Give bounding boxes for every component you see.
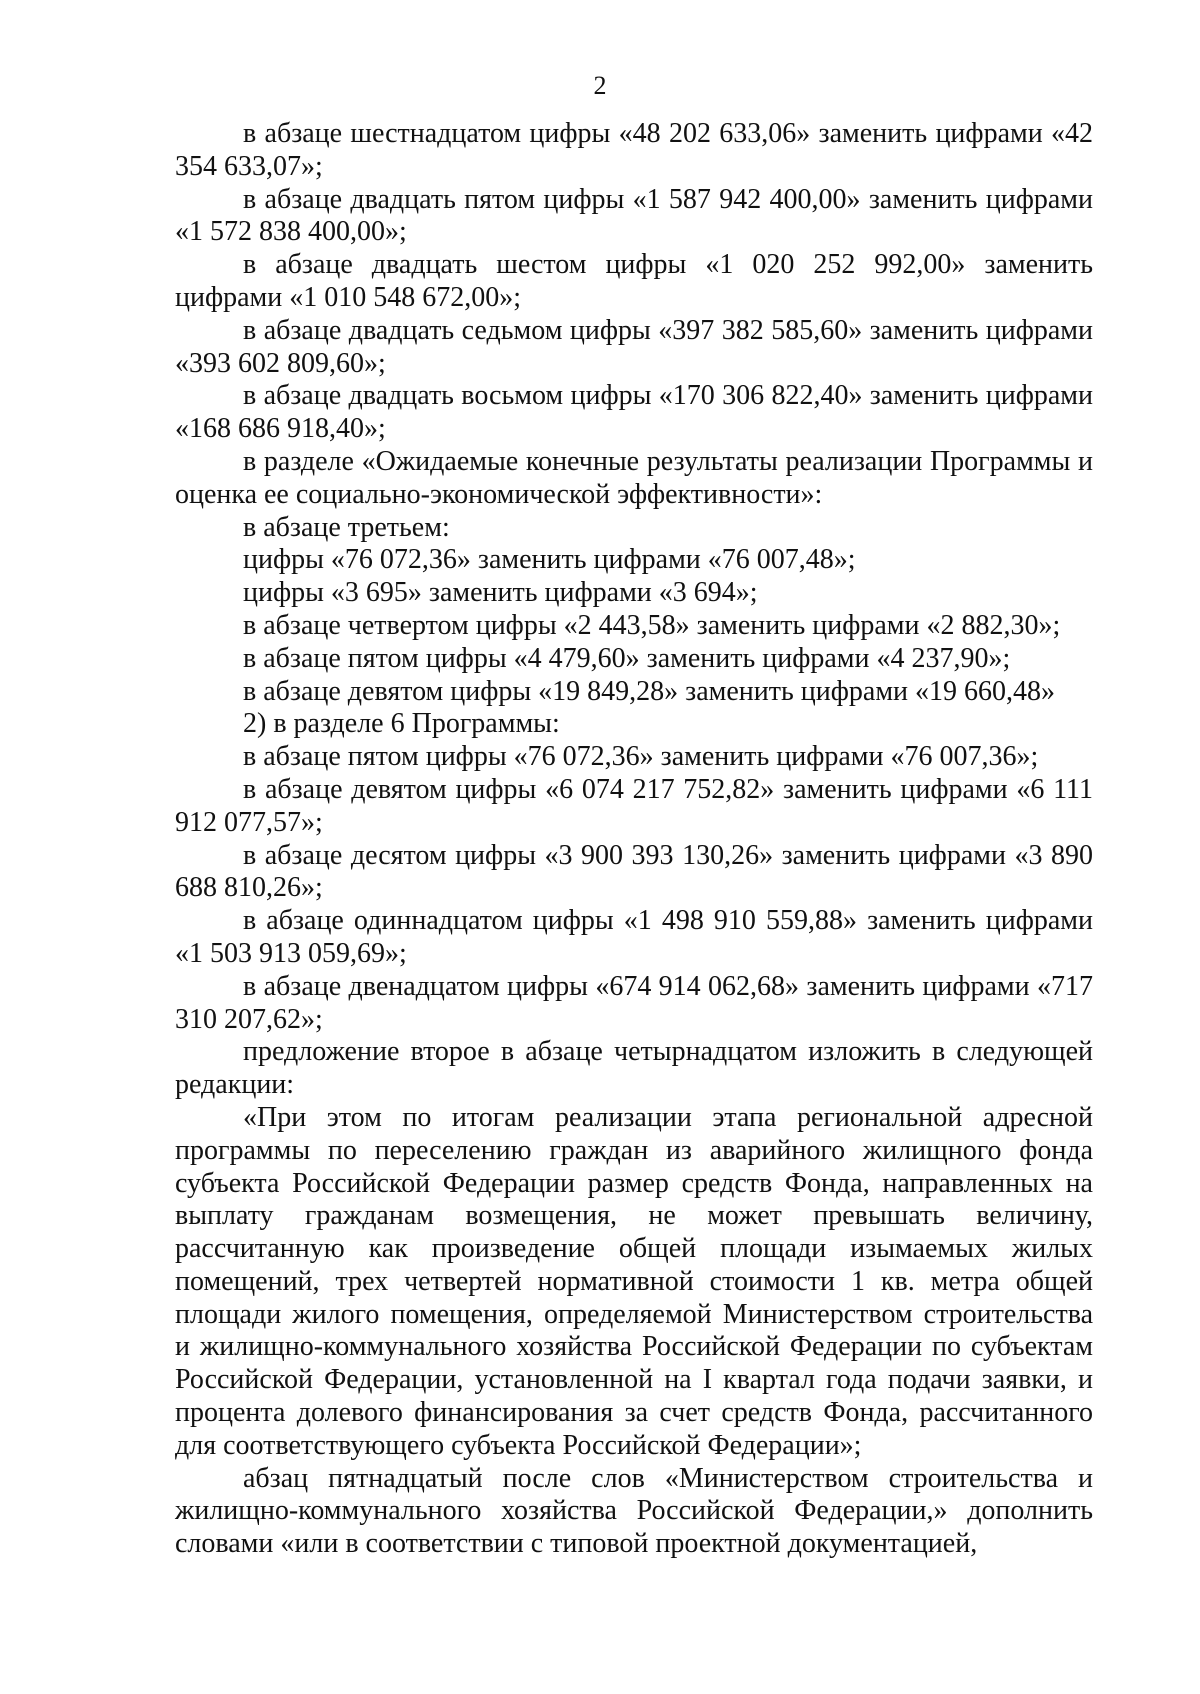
paragraph: цифры «76 072,36» заменить цифрами «76 007,48»;: [243, 544, 856, 576]
paragraph: в разделе «Ожидаемые конечные результаты реализации Программы и оценка ее социально-экономической эффективности»:: [175, 445, 1093, 510]
paragraph: в абзаце одиннадцатом цифры «1 498 910 559,88» заменить цифрами «1 503 913 059,69»;: [175, 905, 1093, 969]
paragraph: «При этом по итогам реализации этапа региональной адресной программы по переселению граждан из аварийного жилищного фонда субъекта Российской Федерации размер средств Фонда, направленных на выплату гражданам возмещения, не может превышать величину, рассчитанную как произведение общей площади изымаемых жилых помещений, трех четвертей нормативной стоимости 1 кв. метра общей площади жилого помещения, определяемой Министерством строительства и жилищно-коммунального хозяйства Российской Федерации по субъектам Российской Федерации, установленной на I квартал года подачи заявки, и процента долевого финансирования за счет средств Фонда, рассчитанного для соответствующего субъекта Российской Федерации»;: [175, 1101, 1093, 1461]
paragraph: в абзаце пятом цифры «4 479,60» заменить цифрами «4 237,90»;: [243, 642, 1011, 674]
document-body: [175, 118, 1093, 1561]
paragraph: в абзаце шестнадцатом цифры «48 202 633,06» заменить цифрами «42 354 633,07»;: [175, 118, 1093, 182]
paragraph: в абзаце десятом цифры «3 900 393 130,26» заменить цифрами «3 890 688 810,26»;: [175, 839, 1093, 904]
paragraph: предложение второе в абзаце четырнадцатом изложить в следующей редакции:: [175, 1036, 1093, 1101]
page-number: 2: [593, 71, 607, 100]
paragraph: в абзаце четвертом цифры «2 443,58» заменить цифрами «2 882,30»;: [243, 609, 1061, 641]
paragraph: в абзаце двадцать шестом цифры «1 020 252 992,00» заменить цифрами «1 010 548 672,00»;: [175, 249, 1093, 313]
paragraph: в абзаце двадцать восьмом цифры «170 306 822,40» заменить цифрами «168 686 918,40»;: [175, 380, 1093, 445]
paragraph: в абзаце двадцать пятом цифры «1 587 942 400,00» заменить цифрами «1 572 838 400,00»;: [175, 183, 1093, 248]
paragraph: в абзаце третьем:: [243, 511, 450, 543]
paragraph: цифры «3 695» заменить цифрами «3 694»;: [243, 577, 758, 609]
paragraph: в абзаце девятом цифры «19 849,28» заменить цифрами «19 660,48»: [243, 675, 1056, 707]
paragraph: абзац пятнадцатый после слов «Министерством строительства и жилищно-коммунального хозяйства Российской Федерации,» дополнить словами «или в соответствии с типовой проектной документацией,: [175, 1462, 1093, 1560]
paragraph: в абзаце девятом цифры «6 074 217 752,82» заменить цифрами «6 111 912 077,57»;: [175, 773, 1093, 838]
paragraph: в абзаце двенадцатом цифры «674 914 062,68» заменить цифрами «717 310 207,62»;: [175, 970, 1093, 1035]
paragraph: в абзаце двадцать седьмом цифры «397 382 585,60» заменить цифрами «393 602 809,60»;: [175, 314, 1093, 379]
paragraph: 2) в разделе 6 Программы:: [243, 708, 560, 740]
paragraph: в абзаце пятом цифры «76 072,36» заменить цифрами «76 007,36»;: [243, 741, 1039, 773]
